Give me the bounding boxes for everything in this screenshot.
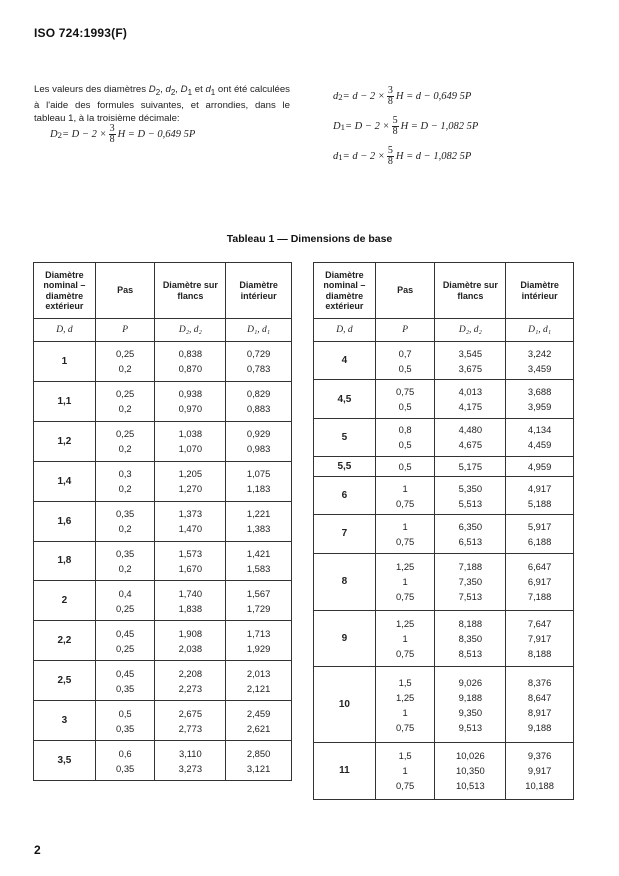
- pas-value: 0,75: [396, 497, 415, 509]
- column-symbol-col4: D₁, d₁: [226, 319, 292, 342]
- table-row: [314, 742, 574, 799]
- interieur-value: 4,959: [527, 460, 552, 472]
- flancs-value: 1,038: [178, 428, 203, 440]
- interieur-value: 10,188: [525, 780, 554, 792]
- interieur-value: 9,376: [527, 750, 552, 762]
- table-row: [34, 381, 292, 421]
- column-header-col4: Diamètre intérieur: [506, 263, 574, 319]
- pas-cell: [95, 581, 155, 621]
- table-row: [34, 461, 292, 501]
- nominal-diameter-cell: 1,1: [34, 381, 96, 421]
- flancs-value: 0,970: [178, 403, 203, 415]
- interieur-value: 3,242: [527, 347, 552, 359]
- flancs-value: 3,110: [178, 747, 202, 759]
- column-header-col2: Pas: [95, 263, 155, 319]
- interieur-cell: [226, 381, 292, 421]
- pas-cell: [95, 701, 155, 741]
- flancs-value: 9,350: [458, 706, 483, 718]
- flancs-value: 9,513: [458, 721, 483, 733]
- pas-value: 0,25: [116, 388, 135, 400]
- table-caption: Tableau 1 — Dimensions de base: [226, 233, 393, 245]
- interieur-value: 2,621: [246, 722, 271, 734]
- pas-value: 1,25: [396, 561, 415, 573]
- flancs-value: 8,513: [458, 648, 483, 659]
- column-header-col4: Diamètre intérieur: [226, 263, 292, 319]
- interieur-cell: [506, 553, 574, 610]
- flancs-cell: [155, 501, 226, 541]
- flancs-value: 2,675: [178, 707, 203, 719]
- nominal-diameter-cell: 1,2: [34, 421, 96, 461]
- flancs-cell: [155, 621, 226, 661]
- table-row: [314, 476, 574, 514]
- flancs-value: 4,175: [458, 401, 483, 413]
- nominal-diameter-cell: 9: [314, 610, 376, 667]
- column-header-col1: Diamètre nominal – diamètre extérieur: [34, 263, 96, 319]
- column-symbol-col1: D, d: [314, 319, 376, 342]
- formula-d2-minor: d 2 = d − 2 × $\frac{3}{8}$ H = d − 0,649 5P: [333, 85, 472, 107]
- interieur-value: 4,459: [527, 439, 552, 451]
- nominal-diameter-cell: 4: [314, 342, 376, 380]
- flancs-cell: [155, 701, 226, 741]
- interieur-cell: [226, 541, 292, 581]
- pas-value: 0,3: [118, 468, 132, 480]
- nominal-diameter-cell: 1,8: [34, 541, 96, 581]
- dimensions-table-right: [313, 262, 574, 800]
- pas-cell: [375, 380, 435, 418]
- table-row: [34, 501, 292, 541]
- document-header: ISO 724:1993(F): [34, 26, 128, 40]
- flancs-value: 1,740: [178, 587, 203, 599]
- pas-cell: [95, 461, 155, 501]
- table-row: [314, 418, 574, 456]
- interieur-value: 1,567: [246, 587, 271, 599]
- pas-value: 1,5: [398, 676, 412, 688]
- nominal-diameter-cell: 7: [314, 515, 376, 553]
- interieur-value: 1,421: [246, 547, 271, 559]
- flancs-value: 5,513: [458, 497, 483, 509]
- flancs-value: 1,270: [178, 483, 203, 495]
- table-header-row: [34, 263, 292, 319]
- interieur-cell: [226, 661, 292, 701]
- pas-value: 0,25: [116, 428, 135, 440]
- interieur-cell: [506, 515, 574, 553]
- pas-cell: [95, 421, 155, 461]
- flancs-cell: [435, 742, 506, 799]
- flancs-cell: [435, 418, 506, 456]
- pas-cell: [95, 541, 155, 581]
- pas-value: 0,5: [398, 460, 412, 472]
- interieur-value: 9,188: [527, 721, 552, 733]
- pas-cell: [375, 742, 435, 799]
- interieur-value: 8,647: [527, 691, 552, 703]
- interieur-value: 0,783: [246, 363, 271, 375]
- formula-d1-major: D 1 = D − 2 × $\frac{5}{8}$ H = D − 1,082 5P: [333, 115, 479, 137]
- column-symbol-col2: P: [375, 319, 435, 342]
- pas-value: 0,35: [116, 762, 135, 774]
- interieur-value: 1,713: [246, 627, 271, 639]
- table-row: [34, 661, 292, 701]
- interieur-value: 3,959: [527, 401, 552, 413]
- column-header-col2: Pas: [375, 263, 435, 319]
- flancs-value: 9,188: [458, 691, 483, 703]
- flancs-value: 5,350: [458, 482, 483, 494]
- interieur-value: 1,221: [246, 508, 271, 520]
- interieur-value: 0,883: [246, 403, 271, 415]
- interieur-cell: [226, 421, 292, 461]
- flancs-value: 8,188: [458, 618, 483, 629]
- interieur-cell: [226, 342, 292, 382]
- interieur-cell: [506, 476, 574, 514]
- interieur-value: 6,917: [527, 576, 552, 588]
- flancs-value: 1,838: [178, 602, 203, 614]
- dimensions-table-left: [33, 262, 292, 781]
- interieur-cell: [506, 380, 574, 418]
- flancs-value: 1,205: [178, 468, 203, 480]
- flancs-cell: [155, 342, 226, 382]
- pas-value: 1: [402, 706, 408, 718]
- interieur-value: 2,013: [246, 667, 271, 679]
- column-header-col1: Diamètre nominal – diamètre extérieur: [314, 263, 376, 319]
- pas-value: 1: [402, 633, 408, 644]
- pas-cell: [375, 667, 435, 743]
- flancs-cell: [435, 610, 506, 667]
- pas-value: 0,45: [116, 667, 135, 679]
- nominal-diameter-cell: 5: [314, 418, 376, 456]
- nominal-diameter-cell: 1,6: [34, 501, 96, 541]
- table-row: [314, 380, 574, 418]
- pas-value: 0,45: [116, 627, 135, 639]
- flancs-cell: [435, 476, 506, 514]
- interieur-value: 0,829: [246, 388, 271, 400]
- interieur-value: 1,075: [246, 468, 271, 480]
- flancs-value: 4,675: [458, 439, 483, 451]
- pas-value: 0,25: [116, 602, 135, 614]
- interieur-cell: [506, 742, 574, 799]
- flancs-value: 7,350: [458, 576, 483, 588]
- column-header-col3: Diamètre sur flancs: [435, 263, 506, 319]
- pas-value: 1,25: [396, 618, 415, 629]
- interieur-cell: [226, 581, 292, 621]
- pas-value: 0,25: [116, 642, 135, 654]
- pas-value: 1,5: [398, 750, 412, 762]
- pas-cell: [95, 741, 155, 781]
- table-row: [314, 515, 574, 553]
- interieur-value: 6,647: [527, 561, 552, 573]
- flancs-value: 5,175: [458, 460, 483, 472]
- flancs-value: 1,573: [178, 547, 203, 559]
- pas-value: 0,4: [118, 587, 132, 599]
- table-row: [314, 553, 574, 610]
- pas-value: 0,2: [118, 483, 132, 495]
- column-symbol-col3: D₂, d₂: [155, 319, 226, 342]
- flancs-cell: [155, 541, 226, 581]
- column-symbol-col2: P: [95, 319, 155, 342]
- nominal-diameter-cell: 2,2: [34, 621, 96, 661]
- pas-value: 1,25: [396, 691, 415, 703]
- flancs-cell: [155, 661, 226, 701]
- flancs-value: 4,480: [458, 424, 483, 436]
- pas-value: 0,35: [116, 547, 135, 559]
- flancs-cell: [155, 581, 226, 621]
- interieur-value: 8,917: [527, 706, 552, 718]
- table-row: [34, 701, 292, 741]
- formula-d1-minor: d 1 = d − 2 × $\frac{5}{8}$ H = d − 1,082 5P: [333, 145, 472, 167]
- interieur-value: 0,983: [246, 443, 271, 455]
- interieur-value: 7,647: [527, 618, 552, 629]
- interieur-cell: [506, 418, 574, 456]
- flancs-value: 1,670: [178, 562, 203, 574]
- pas-cell: [95, 621, 155, 661]
- interieur-value: 2,121: [246, 682, 271, 694]
- pas-value: 0,2: [118, 443, 132, 455]
- pas-value: 0,7: [398, 347, 412, 359]
- pas-value: 0,2: [118, 562, 132, 574]
- table-row: [34, 541, 292, 581]
- nominal-diameter-cell: 10: [314, 667, 376, 743]
- flancs-value: 6,513: [458, 535, 483, 547]
- pas-value: 0,2: [118, 523, 132, 535]
- pas-value: 0,75: [396, 780, 415, 792]
- flancs-value: 2,273: [178, 682, 203, 694]
- table-symbol-row: [34, 319, 292, 342]
- nominal-diameter-cell: 11: [314, 742, 376, 799]
- flancs-value: 3,675: [458, 362, 483, 374]
- interieur-value: 7,917: [527, 633, 552, 644]
- flancs-value: 9,026: [458, 676, 483, 688]
- table-row: [34, 581, 292, 621]
- flancs-value: 0,838: [178, 348, 203, 360]
- interieur-value: 1,183: [246, 483, 271, 495]
- flancs-value: 7,188: [458, 561, 483, 573]
- table-row: [314, 667, 574, 743]
- interieur-value: 7,188: [527, 591, 552, 603]
- flancs-value: 10,513: [455, 780, 485, 792]
- flancs-value: 8,350: [458, 633, 483, 644]
- interieur-cell: [506, 667, 574, 743]
- pas-value: 0,75: [396, 535, 415, 547]
- pas-cell: [95, 501, 155, 541]
- flancs-cell: [155, 381, 226, 421]
- pas-value: 1: [402, 576, 408, 588]
- flancs-value: 10,350: [455, 765, 485, 777]
- flancs-value: 1,470: [178, 523, 203, 535]
- pas-value: 0,75: [396, 386, 415, 398]
- pas-value: 0,35: [116, 508, 135, 520]
- column-symbol-col1: D, d: [34, 319, 96, 342]
- interieur-value: 3,688: [527, 386, 552, 398]
- flancs-value: 0,870: [178, 363, 203, 375]
- interieur-value: 8,188: [527, 648, 552, 659]
- pas-cell: [95, 381, 155, 421]
- table-header-row: [314, 263, 574, 319]
- interieur-cell: [226, 461, 292, 501]
- table-symbol-row: [314, 319, 574, 342]
- interieur-cell: [226, 741, 292, 781]
- flancs-value: 3,273: [178, 762, 203, 774]
- flancs-value: 1,070: [178, 443, 203, 455]
- column-symbol-col3: D₂, d₂: [435, 319, 506, 342]
- nominal-diameter-cell: 4,5: [314, 380, 376, 418]
- interieur-value: 1,929: [246, 642, 271, 654]
- pas-value: 0,2: [118, 403, 132, 415]
- interieur-value: 9,917: [527, 765, 552, 777]
- flancs-cell: [155, 741, 226, 781]
- interieur-value: 1,729: [246, 602, 271, 614]
- pas-value: 1: [402, 765, 408, 777]
- interieur-value: 1,583: [246, 562, 271, 574]
- table-row: [34, 342, 292, 382]
- flancs-value: 2,038: [178, 642, 203, 654]
- nominal-diameter-cell: 5,5: [314, 457, 376, 477]
- flancs-value: 1,373: [178, 508, 203, 520]
- pas-cell: [375, 457, 435, 477]
- pas-cell: [375, 515, 435, 553]
- flancs-value: 7,513: [458, 591, 483, 603]
- interieur-value: 4,134: [527, 424, 552, 436]
- table-row: [34, 621, 292, 661]
- interieur-value: 6,188: [527, 535, 552, 547]
- table-row: [34, 421, 292, 461]
- pas-value: 0,2: [118, 363, 132, 375]
- flancs-value: 2,773: [178, 722, 203, 734]
- table-row: [314, 457, 574, 477]
- nominal-diameter-cell: 2,5: [34, 661, 96, 701]
- pas-value: 1: [402, 482, 408, 494]
- interieur-value: 3,459: [527, 362, 552, 374]
- pas-cell: [375, 418, 435, 456]
- flancs-value: 10,026: [455, 750, 485, 762]
- nominal-diameter-cell: 1: [34, 342, 96, 382]
- flancs-cell: [435, 380, 506, 418]
- nominal-diameter-cell: 1,4: [34, 461, 96, 501]
- page-number: 2: [34, 843, 41, 857]
- intro-paragraph: Les valeurs des diamètres $D_2$, $d_2$, $D_1$ et $d_1$ ont été calculées à l'aide des formules suivantes, et arrondies, dans le tableau 1, à la troisième décimale:: [34, 84, 290, 124]
- pas-value: 0,8: [398, 424, 412, 436]
- interieur-value: 0,929: [246, 428, 271, 440]
- table-row: [34, 741, 292, 781]
- pas-value: 0,75: [396, 721, 415, 733]
- flancs-cell: [435, 342, 506, 380]
- pas-value: 0,5: [398, 401, 412, 413]
- interieur-value: 8,376: [527, 676, 552, 688]
- flancs-cell: [155, 461, 226, 501]
- flancs-value: 0,938: [178, 388, 203, 400]
- interieur-value: 5,917: [527, 520, 552, 532]
- flancs-value: 2,208: [178, 667, 203, 679]
- nominal-diameter-cell: 2: [34, 581, 96, 621]
- pas-value: 0,5: [398, 439, 412, 451]
- interieur-value: 0,729: [246, 348, 271, 360]
- pas-value: 0,25: [116, 348, 135, 360]
- pas-value: 0,5: [398, 362, 412, 374]
- nominal-diameter-cell: 6: [314, 476, 376, 514]
- pas-cell: [95, 661, 155, 701]
- flancs-cell: [435, 515, 506, 553]
- flancs-value: 3,545: [458, 347, 483, 359]
- pas-cell: [375, 342, 435, 380]
- pas-cell: [95, 342, 155, 382]
- table-row: [314, 610, 574, 667]
- formula-d2-major: D 2 = D − 2 × $\frac{3}{8}$ H = D − 0,649 5P: [50, 123, 196, 145]
- table-row: [314, 342, 574, 380]
- pas-value: 0,6: [118, 747, 132, 759]
- pas-value: 0,35: [116, 682, 135, 694]
- interieur-cell: [226, 701, 292, 741]
- pas-cell: [375, 476, 435, 514]
- interieur-value: 1,383: [246, 523, 271, 535]
- pas-value: 1: [402, 520, 408, 532]
- interieur-cell: [506, 457, 574, 477]
- interieur-value: 4,917: [527, 482, 552, 494]
- flancs-cell: [435, 667, 506, 743]
- interieur-value: 3,121: [246, 762, 271, 774]
- nominal-diameter-cell: 3: [34, 701, 96, 741]
- nominal-diameter-cell: 3,5: [34, 741, 96, 781]
- flancs-value: 6,350: [458, 520, 483, 532]
- flancs-cell: [155, 421, 226, 461]
- flancs-cell: [435, 457, 506, 477]
- interieur-cell: [226, 621, 292, 661]
- pas-value: 0,35: [116, 722, 135, 734]
- pas-cell: [375, 553, 435, 610]
- interieur-value: 2,850: [246, 747, 271, 759]
- flancs-cell: [435, 553, 506, 610]
- column-symbol-col4: D₁, d₁: [506, 319, 574, 342]
- pas-value: 0,75: [396, 591, 415, 603]
- interieur-cell: [506, 342, 574, 380]
- interieur-value: 2,459: [246, 707, 271, 719]
- flancs-value: 1,908: [178, 627, 203, 639]
- column-header-col3: Diamètre sur flancs: [155, 263, 226, 319]
- flancs-value: 4,013: [458, 386, 483, 398]
- pas-value: 0,5: [118, 707, 132, 719]
- interieur-value: 5,188: [527, 497, 552, 509]
- interieur-cell: [226, 501, 292, 541]
- pas-cell: [375, 610, 435, 667]
- pas-value: 0,75: [396, 648, 415, 659]
- nominal-diameter-cell: 8: [314, 553, 376, 610]
- interieur-cell: [506, 610, 574, 667]
